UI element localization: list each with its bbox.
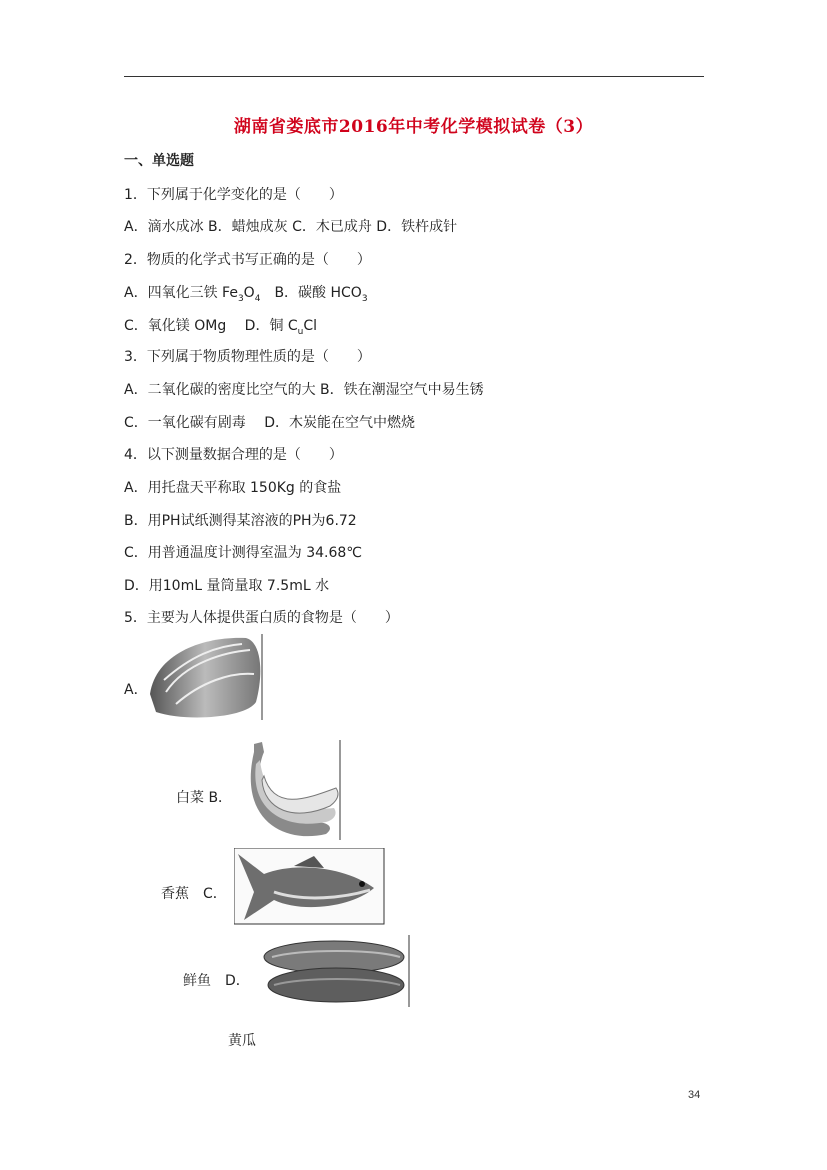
question-3-options-ab: A．二氧化碳的密度比空气的大 B．铁在潮湿空气中易生锈 [124, 382, 484, 398]
question-5-stem: 5．主要为人体提供蛋白质的食物是（ ） [124, 610, 399, 626]
question-4-option-a: A．用托盘天平称取 150Kg 的食盐 [124, 480, 342, 496]
q5-label-fish-d: 鲜鱼 D． [183, 973, 250, 989]
subscript: 4 [254, 293, 261, 304]
question-4-option-b: B．用PH试纸测得某溶液的PH为6.72 [124, 513, 357, 529]
question-2-stem: 2．物质的化学式书写正确的是（ ） [124, 252, 371, 268]
formula-part: Cl [303, 318, 318, 334]
question-2-options-ab [124, 282, 368, 304]
q2-option-c: C．氧化镁 OMg D．铜 C [124, 318, 298, 334]
cabbage-image [146, 632, 266, 722]
q5-label-banana-c: 香蕉 C． [161, 886, 227, 902]
question-2-options-cd [124, 315, 317, 337]
question-1-options: A．滴水成冰 B．蜡烛成灰 C．木已成舟 D．铁杵成针 [124, 219, 458, 235]
formula-part: O [243, 285, 255, 301]
fish-image [234, 848, 386, 926]
section-heading: 一、单选题 [124, 153, 194, 169]
subscript: 3 [237, 293, 244, 304]
q5-option-a-letter: A． [124, 682, 148, 698]
q5-label-cabbage-b: 白菜 B． [176, 790, 233, 806]
question-4-stem: 4．以下测量数据合理的是（ ） [124, 447, 343, 463]
banana-image [234, 740, 342, 842]
question-3-stem: 3．下列属于物质物理性质的是（ ） [124, 349, 371, 365]
q5-caption-cucumber: 黄瓜 [228, 1033, 256, 1049]
question-3-options-cd: C．一氧化碳有剧毒 D．木炭能在空气中燃烧 [124, 415, 416, 431]
page-title: 湖南省娄底市2016年中考化学模拟试卷（3） [233, 117, 594, 137]
q2-option-a: A．四氧化三铁 Fe [124, 285, 238, 301]
question-4-option-c: C．用普通温度计测得室温为 34.68℃ [124, 545, 363, 561]
cucumber-image [262, 935, 412, 1009]
subscript: u [297, 326, 304, 337]
page-number: 34 [688, 1089, 701, 1101]
question-1-stem: 1．下列属于化学变化的是（ ） [124, 187, 343, 203]
subscript: 3 [361, 293, 368, 304]
question-4-option-d: D．用10mL 量筒量取 7.5mL 水 [124, 578, 330, 594]
q2-option-b: B．碳酸 HCO [274, 285, 362, 301]
header-rule [124, 76, 704, 77]
